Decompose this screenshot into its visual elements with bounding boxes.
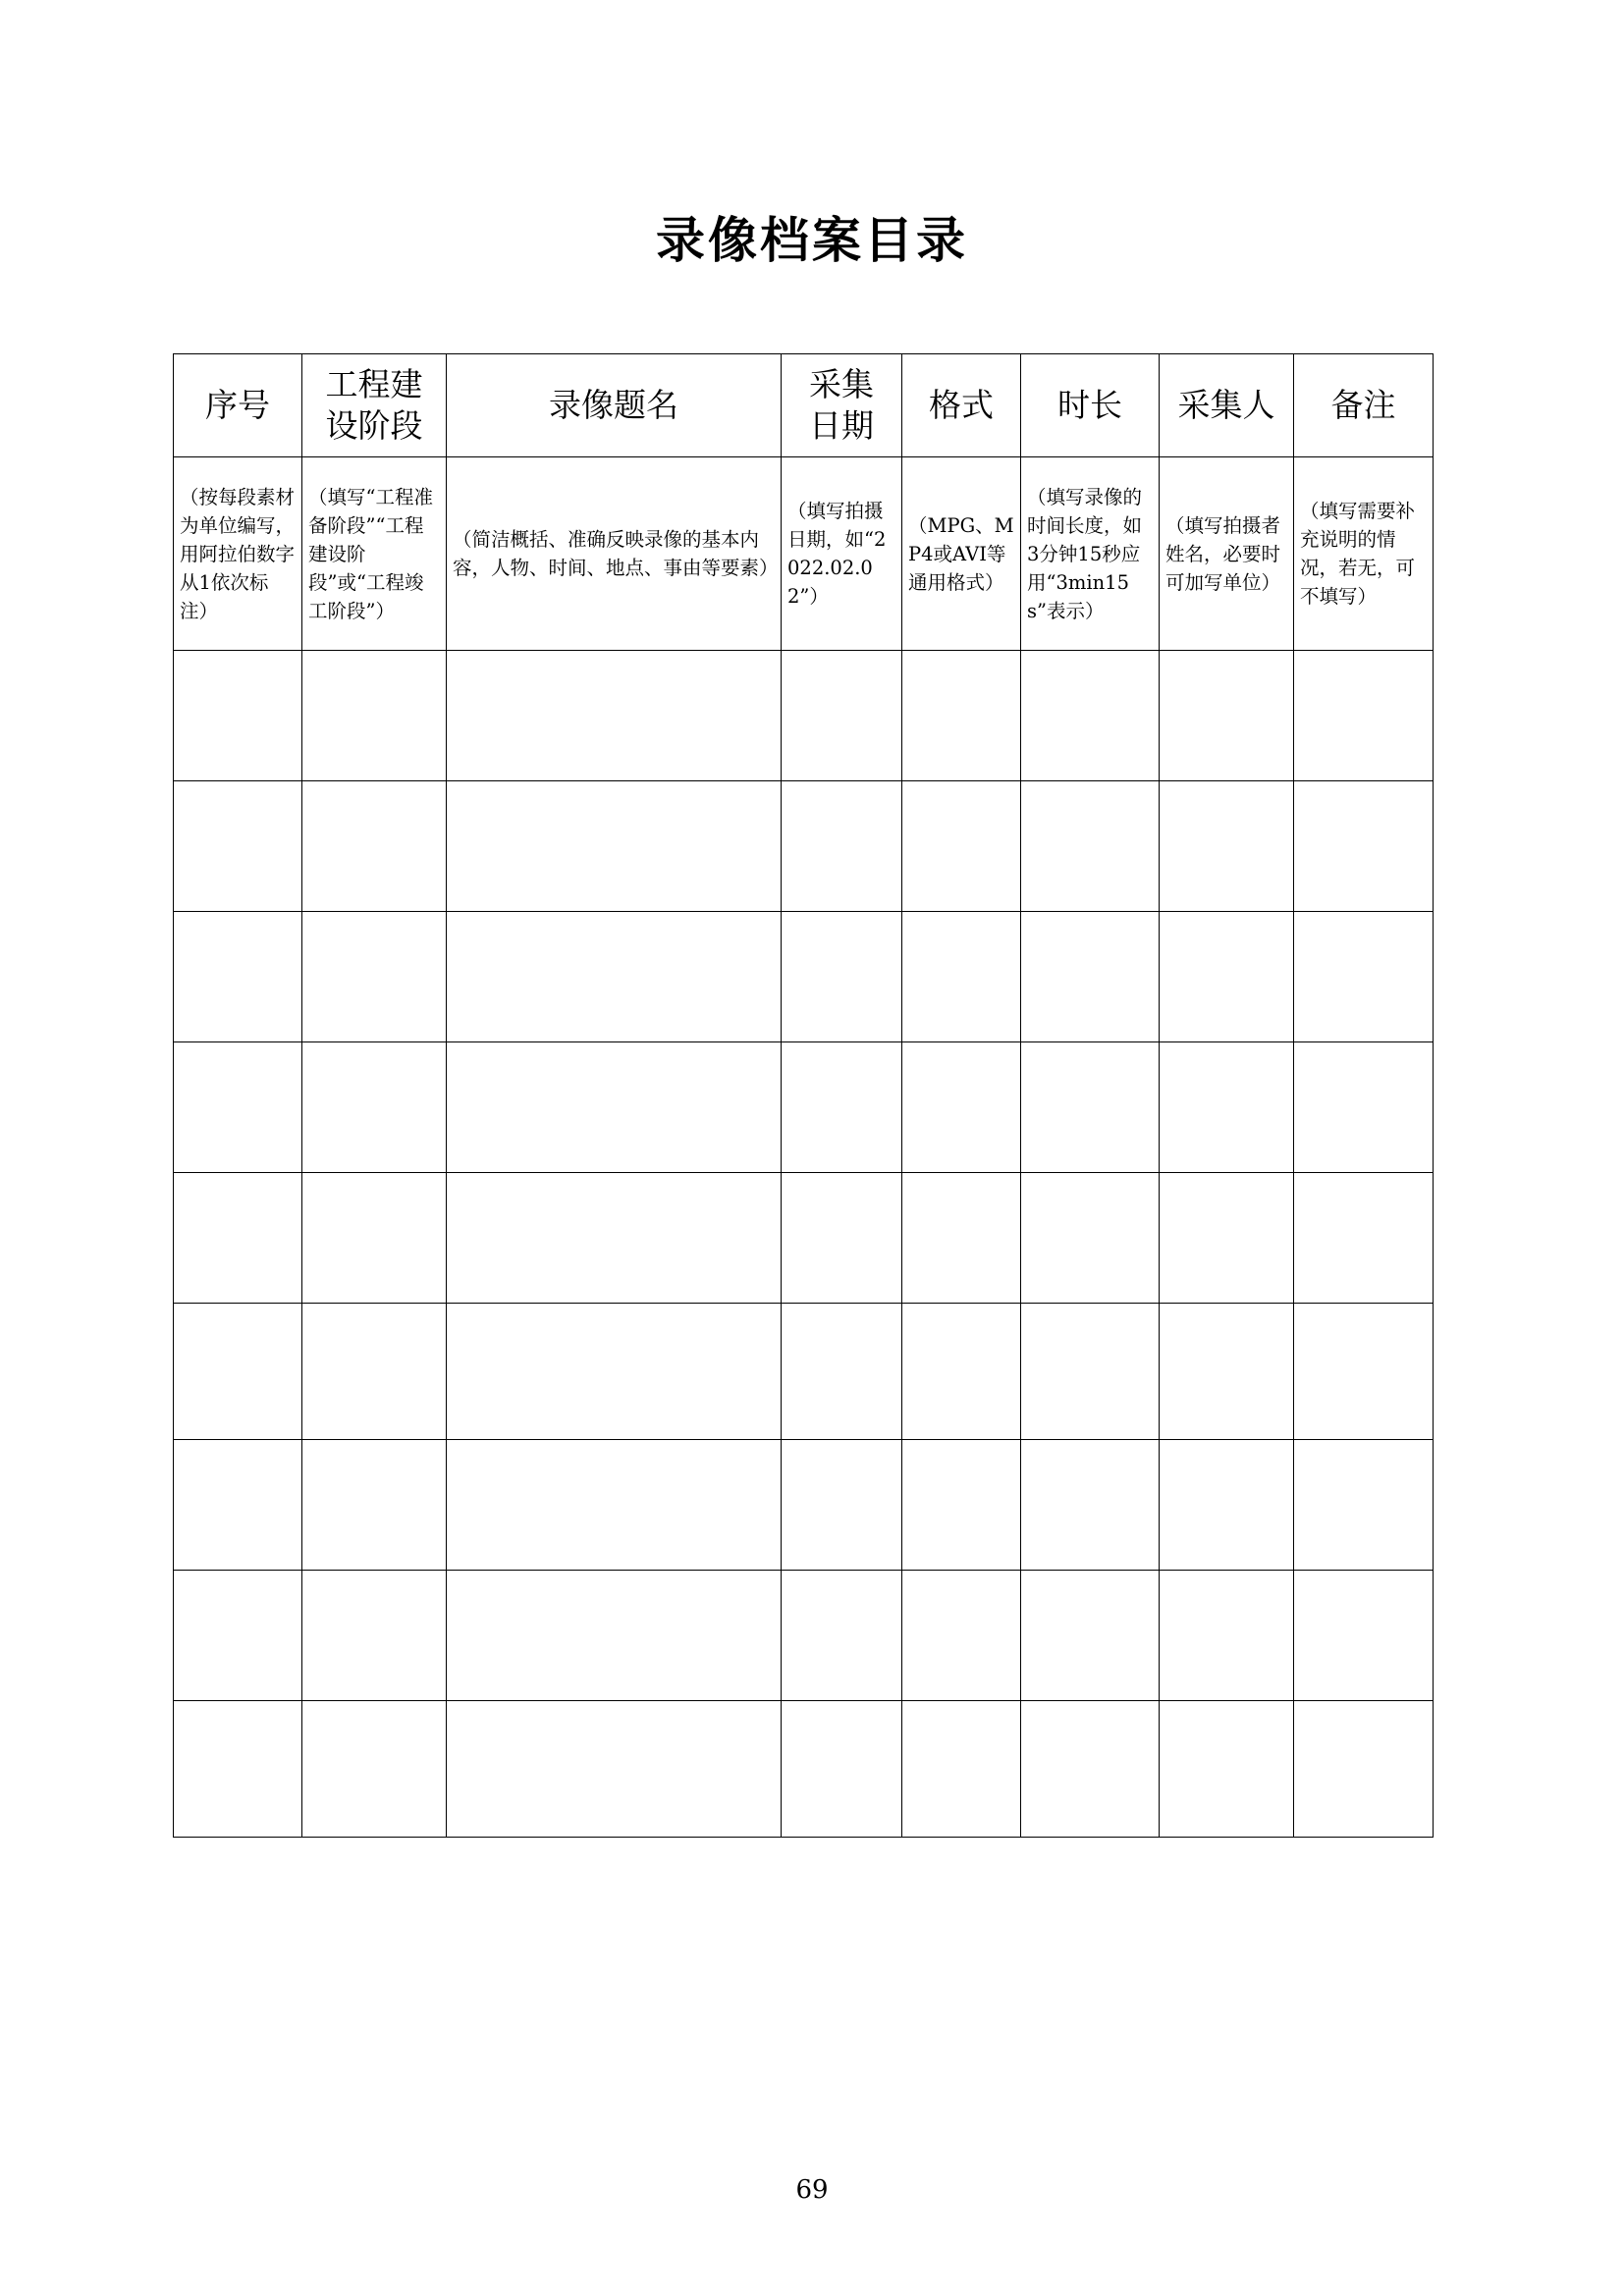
table-cell[interactable]	[782, 651, 902, 781]
header-remarks	[1294, 354, 1434, 457]
table-cell[interactable]	[902, 1173, 1021, 1304]
header-row	[174, 354, 1434, 457]
table-row	[174, 1571, 1434, 1701]
header-label: 工程建 设阶段	[325, 365, 423, 445]
table-cell[interactable]	[1294, 912, 1434, 1042]
table-cell[interactable]	[1160, 1571, 1294, 1701]
table-cell[interactable]	[174, 1571, 302, 1701]
table-cell[interactable]	[782, 1440, 902, 1571]
table-row	[174, 912, 1434, 1042]
desc-capture-date	[782, 457, 902, 651]
desc-text: （MPG、MP4或AVI等通用格式）	[908, 513, 1014, 594]
table-cell[interactable]	[1160, 651, 1294, 781]
table-cell[interactable]	[1294, 1304, 1434, 1440]
table-cell[interactable]	[174, 1042, 302, 1173]
header-label: 序号	[205, 386, 270, 424]
table-cell[interactable]	[447, 651, 782, 781]
table-cell[interactable]	[1160, 1042, 1294, 1173]
table-cell[interactable]	[174, 651, 302, 781]
table-cell[interactable]	[1294, 1440, 1434, 1571]
table-cell[interactable]	[1294, 781, 1434, 912]
table-cell[interactable]	[174, 912, 302, 1042]
table-cell[interactable]	[902, 1440, 1021, 1571]
table-cell[interactable]	[1294, 1173, 1434, 1304]
table-cell[interactable]	[1294, 1701, 1434, 1838]
desc-format	[902, 457, 1021, 651]
description-row	[174, 457, 1434, 651]
header-label: 时长	[1057, 386, 1122, 424]
header-duration	[1021, 354, 1160, 457]
header-video-title	[447, 354, 782, 457]
header-label: 备注	[1330, 386, 1396, 424]
header-label: 格式	[929, 386, 994, 424]
header-collector	[1160, 354, 1294, 457]
table-cell[interactable]	[302, 1042, 447, 1173]
table-cell[interactable]	[1021, 1304, 1160, 1440]
table-cell[interactable]	[1021, 781, 1160, 912]
table-cell[interactable]	[1160, 1173, 1294, 1304]
table-cell[interactable]	[302, 912, 447, 1042]
desc-text: （填写拍摄日期，如“2022.02.02”）	[787, 500, 887, 608]
header-capture-date	[782, 354, 902, 457]
table-cell[interactable]	[447, 1440, 782, 1571]
table-cell[interactable]	[447, 1173, 782, 1304]
table-cell[interactable]	[174, 1701, 302, 1838]
table-cell[interactable]	[902, 1304, 1021, 1440]
table-cell[interactable]	[782, 1701, 902, 1838]
table-cell[interactable]	[782, 781, 902, 912]
desc-collector	[1160, 457, 1294, 651]
table-cell[interactable]	[902, 1042, 1021, 1173]
desc-text: （填写“工程准备阶段”“工程建设阶段”或“工程竣工阶段”）	[308, 485, 433, 622]
table-cell[interactable]	[782, 912, 902, 1042]
table-cell[interactable]	[1021, 1701, 1160, 1838]
header-label: 采集 日期	[809, 365, 874, 445]
blank-rows	[174, 651, 1434, 1838]
table-cell[interactable]	[174, 781, 302, 912]
table-cell[interactable]	[302, 1571, 447, 1701]
table-cell[interactable]	[447, 781, 782, 912]
table-row	[174, 1042, 1434, 1173]
table-cell[interactable]	[174, 1173, 302, 1304]
table-row	[174, 1701, 1434, 1838]
table-cell[interactable]	[1160, 1701, 1294, 1838]
table-cell[interactable]	[1160, 912, 1294, 1042]
desc-text: （按每段素材为单位编写，用阿拉伯数字从1依次标注）	[180, 485, 296, 622]
desc-duration	[1021, 457, 1160, 651]
table-cell[interactable]	[447, 1042, 782, 1173]
table-row	[174, 1304, 1434, 1440]
table-cell[interactable]	[1021, 1042, 1160, 1173]
table-cell[interactable]	[302, 1701, 447, 1838]
table-cell[interactable]	[902, 781, 1021, 912]
table-cell[interactable]	[1160, 1304, 1294, 1440]
table-cell[interactable]	[1021, 1571, 1160, 1701]
table-cell[interactable]	[1294, 651, 1434, 781]
table-cell[interactable]	[174, 1440, 302, 1571]
table-cell[interactable]	[302, 651, 447, 781]
table-cell[interactable]	[1294, 1571, 1434, 1701]
desc-text: （填写拍摄者姓名，必要时可加写单位）	[1165, 513, 1281, 594]
table-cell[interactable]	[1021, 651, 1160, 781]
table-row	[174, 1173, 1434, 1304]
table-row	[174, 1440, 1434, 1571]
table-cell[interactable]	[902, 651, 1021, 781]
table-cell[interactable]	[1160, 1440, 1294, 1571]
page-number: 69	[795, 2175, 829, 2205]
desc-remarks	[1294, 457, 1434, 651]
header-format	[902, 354, 1021, 457]
table-cell[interactable]	[1021, 912, 1160, 1042]
desc-text: （填写录像的时间长度，如3分钟15秒应用“3min15s”表示）	[1027, 485, 1143, 622]
table-cell[interactable]	[302, 1440, 447, 1571]
table-cell[interactable]	[782, 1304, 902, 1440]
header-label: 录像题名	[549, 386, 678, 424]
table-cell[interactable]	[1021, 1173, 1160, 1304]
table-cell[interactable]	[1021, 1440, 1160, 1571]
table-row	[174, 651, 1434, 781]
header-serial-number	[174, 354, 302, 457]
header-label: 采集人	[1177, 386, 1275, 424]
table-cell[interactable]	[302, 1173, 447, 1304]
table-cell[interactable]	[1294, 1042, 1434, 1173]
header-construction-stage	[302, 354, 447, 457]
table-row	[174, 781, 1434, 912]
table-cell[interactable]	[782, 1571, 902, 1701]
table-cell[interactable]	[782, 1173, 902, 1304]
table-cell[interactable]	[902, 1701, 1021, 1838]
table-cell[interactable]	[447, 912, 782, 1042]
desc-serial-number	[174, 457, 302, 651]
table-cell[interactable]	[1160, 781, 1294, 912]
table-cell[interactable]	[782, 1042, 902, 1173]
table-cell[interactable]	[902, 1571, 1021, 1701]
table-cell[interactable]	[447, 1571, 782, 1701]
table-cell[interactable]	[447, 1701, 782, 1838]
table-cell[interactable]	[302, 781, 447, 912]
table-cell[interactable]	[447, 1304, 782, 1440]
table-cell[interactable]	[302, 1304, 447, 1440]
desc-video-title	[447, 457, 782, 651]
desc-text: （填写需要补充说明的情况，若无，可不填写）	[1300, 500, 1416, 608]
video-archive-table	[173, 353, 1434, 1838]
desc-construction-stage	[302, 457, 447, 651]
page-title: 录像档案目录	[656, 212, 968, 269]
table-cell[interactable]	[902, 912, 1021, 1042]
desc-text: （简洁概括、准确反映录像的基本内容，人物、时间、地点、事由等要素）	[453, 528, 779, 579]
table-cell[interactable]	[174, 1304, 302, 1440]
